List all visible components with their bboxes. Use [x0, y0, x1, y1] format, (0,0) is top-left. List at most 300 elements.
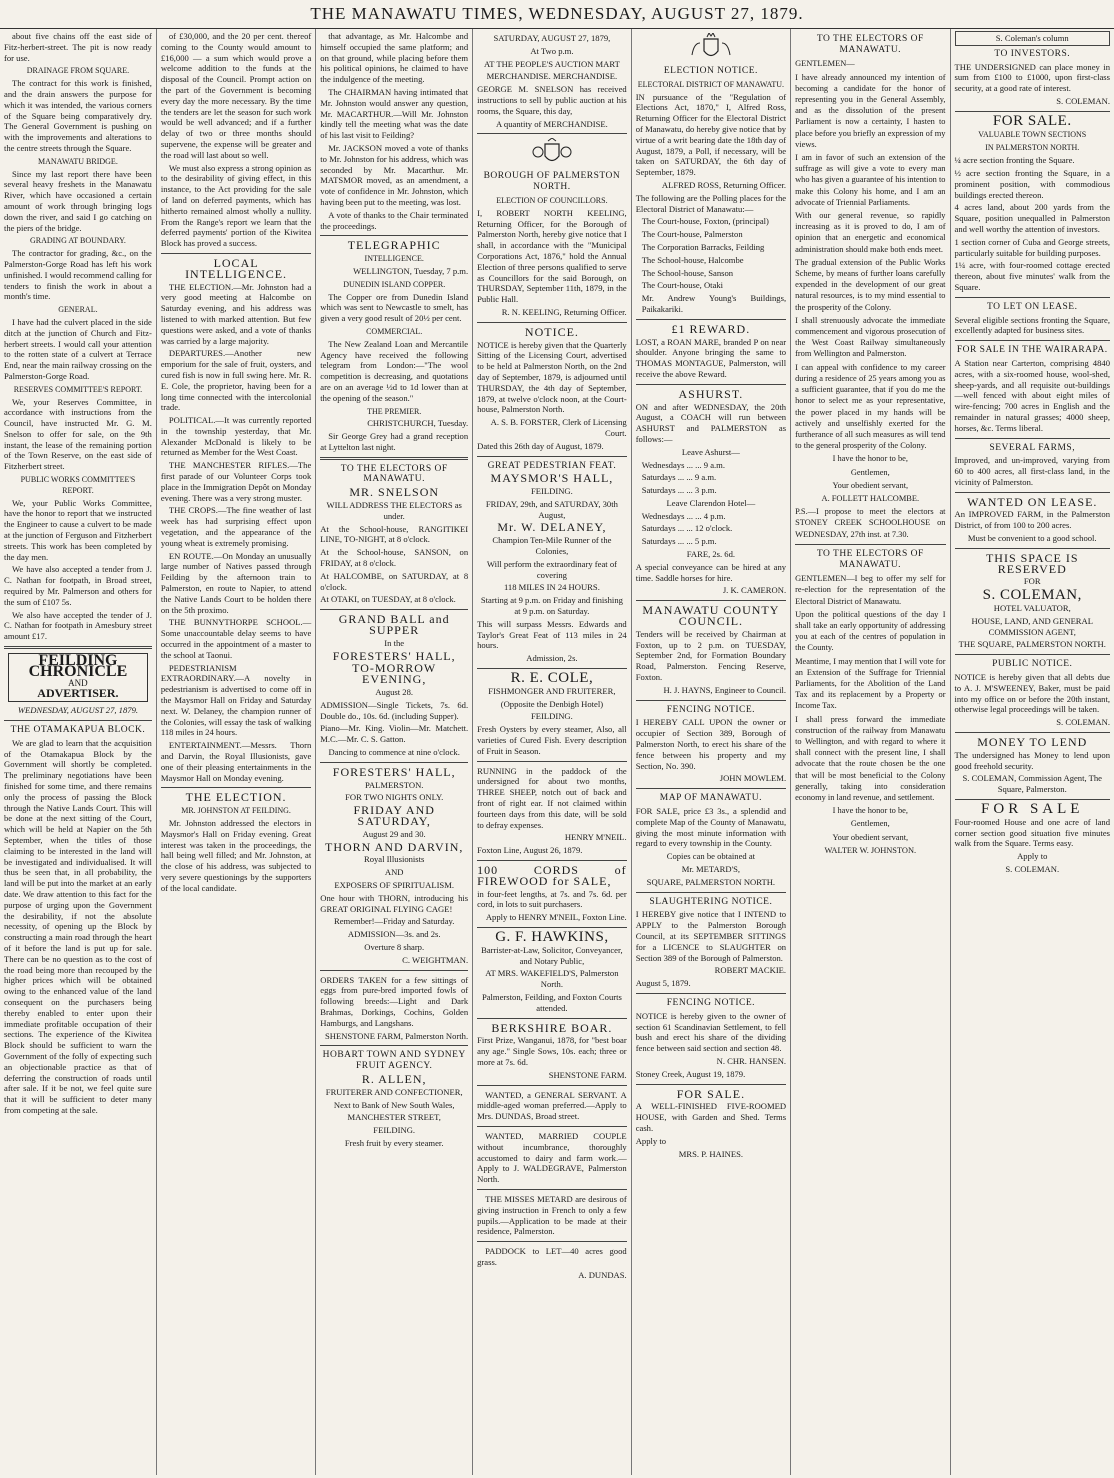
divider [636, 384, 786, 385]
column-heading: S. Coleman's column [955, 31, 1111, 46]
ad-line: Dated this 26th day of August, 1879. [477, 440, 604, 451]
advertisement [636, 793, 786, 887]
polling-place: The School-house, Halcombe [641, 254, 744, 265]
ad-closing: Gentlemen, [850, 819, 890, 829]
ad-line: Fresh fruit by every steamer. [344, 1137, 444, 1148]
ad-line: Palmerston, Feilding, and Foxton Courts attended. [481, 991, 622, 1013]
column-1 [0, 29, 157, 1475]
divider [636, 993, 786, 994]
advertisement [635, 1086, 787, 1160]
ad-heading: TO THE ELECTORS OF MANAWATU. [816, 34, 924, 56]
advertisement [955, 302, 1111, 336]
ad-heading: PUBLIC NOTICE. [992, 659, 1073, 670]
ad-line: Dancing to commence at nine o'clock. [328, 747, 460, 758]
ad-text: A Station near Carterton, comprising 4840 acres, with a six-roomed house, wool-shed, sheep-yards, and all requisite out-buildings—well fenced with about eight miles of wire-fencing; 700 acres in English and the remainder in natural grasses; 4000 sheep, horses, &c. Terms liberal. [954, 357, 1110, 433]
ad-text: THE UNDERSIGNED can place money in sum from £100 to £1000, upon first-class security, at a good rate of interest. [954, 61, 1110, 94]
ad-closing: I have the honor to be, [832, 806, 908, 816]
ad-text: Several eligible sections fronting the Square, excellently adapted for business sites. [954, 314, 1110, 336]
ad-heading: SLAUGHTERING NOTICE. [649, 896, 773, 907]
dateline: CHRISTCHURCH, Tuesday. [367, 418, 469, 429]
ad-signature: C. WEIGHTMAN. [402, 954, 469, 965]
ad-text: I HEREBY CALL UPON the owner or occupier of Section 389, Borough of Palmerston North, to erect his share of the fence between his property and my Section, No. 390. [635, 717, 787, 771]
column-4 [473, 29, 632, 1475]
dateline: WELLINGTON, Tuesday, 7 p.m. [353, 265, 469, 276]
ad-line: At HALCOMBE, on SATURDAY, at 8 o'clock. [320, 570, 469, 592]
ad-line: Must be convenient to a good school. [967, 533, 1097, 544]
ad-heading: FOR SALE [981, 801, 1084, 818]
news-item: PEDESTRIANISM EXTRAORDINARY.—A novelty in pedestrianism is advertised to come off in the Maysmor Hall on Friday and Saturday next. W. Delaney, the champion runner of the Colonies, will essay the task of walking 118 miles in 24 hours. [160, 662, 312, 738]
section-heading: MANAWATU BRIDGE. [38, 156, 118, 166]
ad-signature: ROBERT MACKIE. [714, 965, 787, 976]
divider [955, 340, 1111, 341]
article-text: We also have accepted the tender of J. C. Nathan for footpath in Amesbury street amount £17. [4, 609, 152, 642]
advertisement [320, 975, 468, 1042]
address-paragraph: The gradual extension of the Public Works Scheme, by means of further loans carefully expended in the development of our great natural resources, is to my mind essential to the prosperity of the Colony. [795, 257, 946, 312]
polling-place: The School-house, Sanson [641, 267, 734, 278]
news-item: ENTERTAINMENT.—Messrs. Thorn and Darvin, the Royal Illusionists, gave one of their pleasing entertainments in the Maysmor Hall on Monday evening. [160, 740, 312, 783]
divider [955, 492, 1111, 493]
ad-text: RUNNING in the paddock of the undersigned for about two months, THREE SHEEP, notch out of back and front of right ear. If not claimed within fourteen days from this date, will be sold to defray expenses. [477, 765, 627, 830]
ad-closing: Your obedient servant, [832, 480, 909, 490]
divider [320, 457, 468, 460]
ad-line: PALMERSTON. [364, 779, 424, 790]
advertisement [955, 737, 1111, 795]
ad-line: FOR TWO NIGHTS ONLY. [345, 792, 444, 803]
ad-signature: A. DUNDAS. [578, 1269, 627, 1280]
advertisement [320, 764, 469, 966]
divider [161, 253, 311, 254]
royal-arms-icon [688, 33, 734, 63]
address-paragraph: I am in favor of such an extension of the suffrage as will give a vote to every man who has given a guarantee of his intention to make this Colony his home, and I am an advocate of Triennial Parliaments. [795, 153, 946, 207]
ad-line: THE SQUARE, PALMERSTON NORTH. [958, 639, 1106, 650]
ad-line: SATURDAY, AUGUST 27, 1879, [493, 33, 611, 43]
ad-subheading: IN PALMERSTON NORTH. [985, 143, 1080, 153]
ad-text: IN pursuance of the "Regulation of Elections Act, 1870," I, Alfred Ross, Returning Officer for the Electoral District of Manawatu, do hereby give notice that by virtue of a writ bearing date the 18th day of August, 1879, a Poll, if necessary, will be taken on SATURDAY, the 6th day of September, 1879. [635, 91, 787, 178]
ad-line: Will perform the extraordinary feat of covering [486, 558, 617, 580]
column-2 [157, 29, 316, 1475]
ad-line: AT THE PEOPLE'S AUCTION MART [483, 58, 620, 69]
ad-signature: S. COLEMAN. [1005, 864, 1060, 874]
ad-line: Piano—Mr. King. Violin—Mr. Matchett. M.C.—Mr. C. S. Gatton. [320, 723, 469, 745]
ad-text: WANTED, a GENERAL SERVANT. A middle-aged woman preferred.—Apply to Mrs. DUNDAS, Broad street. [477, 1089, 627, 1122]
column-5 [632, 29, 791, 1475]
article-text: We must also express a strong opinion as to the desirability of giving effect, in this instance, to the Act providing for the sale of land on deferred payments, which has hitherto remained almost wholly a nullity. From the Range's report we learn that the deferred payments' portion of the Kiwitea Block has proved a success. [160, 162, 312, 249]
ad-line: Remember!—Friday and Saturday. [333, 916, 455, 927]
section-heading: RESERVES COMMITTEE'S REPORT. [13, 384, 143, 394]
divider [955, 654, 1111, 655]
ad-line: At the School-house, RANGITIKEI LINE, TO-NIGHT, at 8 o'clock. [320, 523, 469, 545]
divider [477, 761, 627, 762]
advertisement [477, 171, 627, 317]
news-item: The New Zealand Loan and Mercantile Agency have received the following telegram from London:—"The wool competition is decreasing, and quotations are on an average ½d to 1d lower than at the opening of the season." [320, 338, 469, 403]
ad-heading: NOTICE. [524, 324, 579, 339]
article-text: Mr. Johnston addressed the electors in Maysmor's Hall on Friday evening. Great interest was taken in the proceedings, the hall being well filled; and Mr. Johnston, at the close of his address, was subjected to very severe questionings by the supporters of the local candidate. [160, 817, 312, 893]
address-paragraph: I shall strenuously advocate the immediate commencement and vigorous prosecution of the West Coast Railway simultaneously from Wellington and Palmerston. [795, 315, 946, 359]
article-text: A vote of thanks to the Chair terminated the proceedings. [320, 209, 469, 231]
ad-heading: MAP OF MANAWATU. [659, 793, 762, 804]
ad-text: The following are the Polling places for the Electoral District of Manawatu:— [635, 192, 787, 214]
article-text: The CHAIRMAN having intimated that Mr. Johnston would answer any question, Mr. MACARTHUR.—Will Mr. Johnston kindly tell the meeting what was the date of his last visit to Feilding? [320, 86, 469, 141]
ad-signature: S. COLEMAN. [1056, 95, 1110, 106]
address-paragraph: I can appeal with confidence to my career during a residence of 25 years among you as a sufficient guarantee, that if you do me the honor to select me as your representative, the power placed in my hands will be actively and unselfishly exerted for the furtherance of all such measures as will tend to the general prosperity of the Colony. [795, 362, 946, 451]
news-item: THE CROPS.—The fine weather of last week has had surprising effect upon vegetation, and the appearance of the young wheat is extremely promising. [160, 505, 312, 548]
polling-place: The Court-house, Foxton, (principal) [641, 216, 769, 227]
ad-signature: N. CHR. HANSEN. [716, 1055, 787, 1066]
ad-postscript: P.S.—I propose to meet the electors at STONEY CREEK SCHOOLHOUSE on WEDNESDAY, 27th inst. at 7.30. [795, 507, 946, 539]
listing: 1 section corner of Cuba and George streets, particularly suitable for building purposes. [954, 236, 1110, 258]
advertisement [635, 386, 787, 597]
ad-line: In the [384, 637, 405, 648]
advertisement [954, 801, 1111, 875]
article-text: We, your Reserves Committee, in accordance with instructions from the Council, have instructed Mr. G. M. Snelson to offer for sale, on the 9th instant, the lease of the remaining portion of the Town Reserve, on the east side of Fitzherbert street. [4, 396, 152, 472]
ad-signature: ALFRED ROSS, Returning Officer. [661, 179, 787, 190]
ad-closing: Your obedient servant, [832, 832, 909, 842]
ad-line: August 5, 1879. [635, 978, 691, 989]
divider [955, 799, 1111, 800]
divider [320, 762, 468, 763]
advertisement [636, 998, 786, 1080]
advertisement [795, 34, 945, 540]
paper-date: WEDNESDAY, AUGUST 27, 1879. [17, 705, 139, 716]
advertisement [477, 670, 627, 757]
ad-line: Mr. METARD'S, [681, 864, 741, 874]
divider [477, 668, 627, 669]
article-text: We are glad to learn that the acquisition of the Otamakapua Block by the Government will shortly be completed. The preliminary negotiations have been finished for some time, and there remains only the process of passing the Block through the Native Lands Court. This will be done at the next sitting of the Court, which will be held at Napier on the 5th September, when the titles of those claiming to be interested in the land will be investigated and individualised. It will thus be seen that, in all probability, the land will be put into the market at an early date. We draw attention to this fact for the purpose of urging upon the Government the desirability, if not the absolute necessity, of opening up the Block by constructing a main road through the heart of it before the land is put up for sale. There can be no question as to the cost of the road being more than recouped by the higher prices which will be obtained owing to the enhanced value of the land consequent on the purchasers being thereby enabled to enter upon their immediate profitable occupation of their sections. The experience of the Kiwitea Block should be sufficient to warn the Government of the folly of expecting such an objectionable practice as that of deferring the construction of roads until after sale. If it be not, we feel quite sure that it will be sufficient to deter many from competing at the sale. [4, 737, 152, 1115]
ad-line: Barrister-at-Law, Solicitor, Conveyancer, and Notary Public, [481, 944, 623, 966]
section-heading: GENERAL. [58, 305, 98, 315]
advertisement [477, 865, 627, 923]
timetable-line: Saturdays ... ... 9 a.m. [641, 472, 717, 483]
address-paragraph: I have already announced my intention of becoming a candidate for the honor of representing you in the General Assembly, and as the dissolution of the present Parliament is now a certainty, I hasten to place before you briefly an expression of my views. [795, 72, 946, 149]
ad-line: ADMISSION—3s. and 2s. [347, 929, 441, 940]
ad-signature: A. S. B. FORSTER, Clerk of Licensing Court. [490, 417, 627, 438]
listing: ¼ acre section fronting the Square. [954, 155, 1075, 166]
advertisement [795, 549, 945, 856]
ad-heading: ELECTION NOTICE. [663, 66, 758, 76]
ad-line: At Two p.m. [530, 45, 574, 56]
polling-place: The Corporation Barracks, Feilding [641, 241, 765, 252]
listing: ½ acre section fronting the Square, in a prominent position, with commodious buildings erected thereon. [954, 167, 1110, 200]
advertisement [954, 112, 1111, 293]
divider [477, 1126, 627, 1127]
ad-heading: TO LET ON LEASE. [986, 301, 1078, 312]
ad-signature: SHENSTONE FARM. [548, 1069, 627, 1080]
ad-heading: TO THE ELECTORS OF MANAWATU. [816, 548, 924, 570]
ad-line: Apply to [1017, 851, 1048, 862]
ad-line: One hour with THORN, introducing his GREAT ORIGINAL FLYING CAGE! [320, 892, 469, 914]
ad-line: At OTAKI, on TUESDAY, at 8 o'clock. [320, 594, 456, 605]
divider [320, 609, 468, 610]
news-item: THE MANCHESTER RIFLES.—The first parade of our Volunteer Corps took place in the Immigration Depôt on Monday evening. There was a very strong muster. [160, 460, 312, 503]
section-heading: TELEGRAPHIC [347, 238, 441, 253]
column-6 [791, 29, 950, 1475]
ad-heading: ASHURST. [678, 386, 744, 401]
ad-line: Next to Bank of New South Wales, [333, 1099, 455, 1110]
divider [636, 1084, 786, 1085]
ad-line: AT MRS. WAKEFIELD'S, Palmerston North. [485, 968, 619, 990]
ad-text: Four-roomed House and one acre of land corner section good situation five minutes walk from the Square. Terms easy. [954, 816, 1110, 849]
coat-of-arms-icon [529, 138, 575, 168]
ad-heading: £1 REWARD. [671, 321, 751, 336]
ad-heading: R. E. COLE, [510, 670, 594, 687]
ad-line: FEILDING. [531, 711, 573, 722]
ad-heading: 100 CORDS of FIREWOOD for SALE, [477, 863, 627, 888]
ad-heading: FOR SALE. [676, 1086, 746, 1101]
ad-line: 118 MILES IN 24 HOURS. [503, 582, 600, 593]
divider [320, 1045, 468, 1046]
advertisement [954, 494, 1111, 544]
ad-signature: MRS. P. HAINES. [678, 1148, 743, 1159]
ad-line: FOR [1023, 576, 1041, 587]
ad-text: An IMPROVED FARM, in the Palmerston District, of from 100 to 200 acres. [954, 509, 1110, 531]
ad-text: in four-feet lengths, at 7s. and 7s. 6d. per cord, in lots to suit purchasers. [477, 888, 627, 910]
section-heading: THE ELECTION. [185, 790, 287, 805]
divider [955, 732, 1111, 733]
section-heading: PUBLIC WORKS COMMITTEE'S REPORT. [20, 475, 136, 495]
ad-heading: BOROUGH OF PALMERSTON NORTH. [483, 171, 621, 193]
royal-crest [636, 33, 786, 63]
ad-subheading: ELECTION OF COUNCILLORS. [496, 195, 608, 205]
ad-signature: WALTER W. JOHNSTON. [824, 845, 917, 855]
divider [320, 970, 468, 971]
polling-place: The Court-house, Palmerston [641, 229, 743, 240]
divider [636, 600, 786, 601]
ad-name: MR. SNELSON [349, 485, 440, 500]
advertisement [320, 464, 468, 606]
ad-signature: H. J. HAYNS, Engineer to Council. [663, 684, 787, 695]
subheading: COMMERCIAL. [366, 326, 423, 336]
divider [477, 1018, 627, 1019]
ad-text: FOR SALE, price £3 3s., a splendid and complete Map of the County of Manawatu, giving the most minute information with regard to every township in the County. [635, 806, 787, 849]
listing: 4 acres land, about 200 yards from the Square, position unequalled in Palmerston and well worthy the attention of investors. [954, 202, 1110, 234]
timetable-line: Leave Clarendon Hotel— [666, 497, 756, 508]
divider [477, 860, 627, 861]
ad-line: EXPOSERS OF SPIRITUALISM. [334, 879, 454, 890]
paper-subtitle: ADVERTISER. [37, 686, 119, 701]
ad-line: Copies can be obtained at [666, 851, 756, 862]
ad-heading: G. F. HAWKINS, [495, 928, 609, 945]
ad-line: At the School-house, SANSON, on FRIDAY, at 8 o'clock. [320, 547, 469, 569]
advertisement [955, 550, 1111, 650]
ad-text: ORDERS TAKEN for a few sittings of eggs from pure-bred imported fowls of following breeds:—Light and Dark Brahmas, Dorkings, Cochins, Golden Hamburgs, and Langshans. [320, 974, 469, 1028]
ad-line: Royal Illusionists [363, 854, 425, 865]
ad-line: Mr. W. DELANEY, [497, 520, 607, 535]
divider [955, 297, 1111, 298]
ad-line: FEILDING. [373, 1125, 416, 1136]
ad-line: A special conveyance can be hired at any time. Saddle horses for hire. [635, 561, 787, 583]
masthead: THE MANAWATU TIMES, WEDNESDAY, AUGUST 27, 1879. [0, 0, 1114, 29]
advertisement [477, 928, 627, 1014]
ad-line: R. ALLEN, [361, 1071, 427, 1086]
ad-signature: HENRY M'NEIL. [564, 832, 627, 843]
article-text: I have had the culvert placed in the side ditch at the junction of Church and Fitz-herbert streets. I would call your attention to the rotten state of a culvert at Terrace End, near the main railway crossing on the Palmerston-Gorge Road. [4, 316, 152, 381]
ad-signature: JOHN MOWLEM. [719, 773, 787, 784]
divider [4, 720, 152, 721]
article-text: about five chains off the east side of Fitz-herbert-street. The pit is now ready for use. [4, 31, 152, 63]
advertisement [636, 66, 786, 315]
ad-signature: S. COLEMAN. [1056, 717, 1110, 728]
ad-heading: MANAWATU COUNTY COUNCIL. [642, 603, 780, 629]
ad-line: MANCHESTER STREET, [347, 1112, 441, 1123]
ad-line: FARE, 2s. 6d. [686, 549, 736, 560]
ad-line: MAYSMOR'S HALL, [490, 471, 614, 486]
advertisement [636, 897, 786, 989]
ad-line: A quantity of MERCHANDISE. [496, 118, 608, 129]
ad-heading: TO INVESTORS. [994, 48, 1071, 59]
ad-text: THE MISSES METARD are desirous of giving instruction in French to only a few pupils.—Application to be made at their residence, Palmerston. [477, 1193, 627, 1237]
subheading: INTELLIGENCE. [364, 254, 424, 264]
ad-text: WILL ADDRESS THE ELECTORS as under. [326, 500, 462, 521]
ad-heading: BERKSHIRE BOAR. [491, 1020, 613, 1035]
ad-heading: GRAND BALL and SUPPER [338, 612, 450, 638]
article-text: Since my last report there have been several heavy freshets in the Manawatu River, which have occasioned a certain amount of work through bringing logs down the river, and said I go catching on the piers of the bridge. [4, 168, 152, 233]
address-paragraph: I shall press forward the immediate construction of the railway from Manawatu to Wellington, and with regard to where it shall connect with the present line, I shall advocate that the route chosen be the one that will be most beneficial to the Colony generally, taking into consideration economy in land revenue, and settlement. [795, 714, 946, 802]
ad-text: NOTICE is hereby given that the Quarterly Sitting of the Licensing Court, advertised to be held at Palmerston North, on the 2nd day of September, 1879, is adjourned until THURSDAY, the 4th day of September, 1879, at twelve o'clock noon, at the Court-house, Palmerston North. [477, 339, 627, 415]
advertisement [477, 766, 627, 856]
ad-line: (Opposite the Denbigh Hotel) [500, 698, 604, 709]
ad-line: Champion Ten-Mile Runner of the Colonies, [492, 535, 612, 557]
ad-heading: FOR SALE. [992, 112, 1072, 129]
ad-text: WANTED, MARRIED COUPLE without incumbrance, thoroughly accustomed to dairy and farm work.—Apply to J. WALDEGRAVE, Palmerston North. [477, 1130, 627, 1185]
ad-signature: J. K. CAMERON. [722, 585, 787, 596]
ad-line: ADMISSION—Single Tickets, 7s. 6d. Double do., 10s. 6d. (including Supper). [320, 699, 469, 721]
advertisement [477, 1020, 627, 1081]
article-text: of £30,000, and the 20 per cent. thereof coming to the County would amount to £16,000 — a sum which would prove a welcome addition to the funds at the disposal of the Council. Prompt action on the part of the Government is becoming every day the more necessary. By the time the tenders are let the season for such work would be well advanced; and if a further delay of two or three months should supervene, the expense will be greater and the road will last about so well. [160, 31, 312, 160]
news-item: THE ELECTION.—Mr. Johnston had a very good meeting at Halcombe on Saturday evening, and his address was listened to with marked attention. But few questions were asked, and a vote of thanks was carried by a large majority. [160, 281, 312, 346]
ad-line: Starting at 9 p.m. on Friday and finishing at 9 p.m. on Saturday. [480, 595, 623, 617]
ad-text: The undersigned has Money to lend upon good freehold security. [954, 749, 1110, 771]
ad-text: I, ROBERT NORTH KEELING, Returning Officer, for the Borough of Palmerston North, hereby give notice that I shall, in accordance with the "Municipal Corporations Act, 1876," hold the Annual Election of three persons qualified to serve as Councillors for the said Borough, on THURSDAY, September 11th, 1879, in the Public Hall. [477, 207, 627, 305]
ad-heading: SEVERAL FARMS, [989, 442, 1076, 453]
divider [636, 319, 786, 320]
ad-text: NOTICE is hereby given to the owner of section 61 Scandinavian Settlement, to fell bush and erect his share of the dividing fence between said section and section 48. [635, 1010, 787, 1054]
section-heading: GRADING AT BOUNDARY. [29, 236, 126, 246]
ad-heading: FOR SALE IN THE WAIRARAPA. [956, 345, 1108, 356]
ad-line: FRIDAY, 29th, and SATURDAY, 30th August, [485, 498, 618, 520]
ad-line: FISHMONGER AND FRUITERER, [488, 685, 616, 696]
divider [955, 548, 1111, 549]
ad-line: MERCHANDISE. MERCHANDISE. [486, 71, 618, 82]
divider [955, 111, 1111, 112]
ad-line: Fresh Oysters by every steamer, Also, all varieties of Cured Fish. Every description of Fruit in Season. [477, 724, 627, 756]
news-item: THE BUNNYTHORPE SCHOOL.—Some unaccountable delay seems to have occurred in the appointment of a master to the school at Taonui. [160, 617, 312, 660]
ad-subheading: ELECTORAL DISTRICT OF MANAWATU. [637, 79, 785, 89]
article-text: The contract for this work is finished, and the drain answers the purpose for which it was intended, the various corners of the Square being comparatively dry. The General Government is pushing on with the improvements and alterations to the centre streets through the Square. [4, 78, 152, 153]
ad-heading: FORESTERS' HALL, [332, 764, 456, 779]
divider [795, 544, 945, 545]
divider [477, 456, 627, 457]
ad-line: August 29 and 30. [362, 828, 426, 839]
article-text: Mr. JACKSON moved a vote of thanks to Mr. Johnston for his address, which was seconded by Mr. Macarthur. Mr. MATSMOR moved, as an amendment, a vote of confidence in Mr. Johnston, which having been put to the meeting, was lost. [320, 142, 469, 207]
news-item: POLITICAL.—It was currently reported in the township yesterday, that Mr. Alexander McDonald is likely to be returned as Member for the West Coast. [160, 415, 312, 458]
ad-line: HOUSE, LAND, AND GENERAL COMMISSION AGENT, [971, 615, 1093, 637]
paper-and: AND [68, 677, 88, 688]
ad-line: TO-MORROW EVENING, [352, 661, 437, 687]
ad-text: PADDOCK to LET—40 acres good grass. [477, 1246, 627, 1267]
ad-text: NOTICE is hereby given that all debts due to A. J. M'SWEENEY, Baker, must be paid into my office on or before the 20th instant, otherwise legal proceedings will be taken. [954, 672, 1110, 715]
ad-closing: I have the honor to be, [832, 454, 908, 464]
advertisement [320, 1050, 468, 1148]
ad-text: Improved, and un-improved, varying from 60 to 400 acres, all first-class land, in the vicinity of Palmerston. [954, 455, 1110, 487]
ad-text: ON and after WEDNESDAY, the 20th August, a COACH will run between ASHURST and PALMERSTON as follows:— [635, 401, 787, 444]
ad-closing: Gentlemen, [850, 467, 890, 477]
ad-salutation: GENTLEMEN— [795, 59, 855, 69]
ad-line: Foxton Line, August 26, 1879. [477, 845, 583, 856]
column-7 [951, 29, 1114, 1475]
ad-line: Apply to [635, 1135, 667, 1146]
address-paragraph: Upon the political questions of the day I shall take an early opportunity of addressing you at each of the centres of population in the County. [795, 609, 946, 653]
ad-text: Tenders will be received by Chairman at Foxton, up to 2 p.m. on TUESDAY, September 2nd, for Formation Boundary Road, Palmerston. Fencing Reserve, Foxton. [635, 628, 787, 683]
ad-heading: THIS SPACE IS RESERVED [985, 550, 1079, 576]
advertisement [477, 461, 627, 665]
ad-line: FRUITERER AND CONFECTIONER, [325, 1086, 463, 1097]
divider [477, 1241, 627, 1242]
ad-text: First Prize, Wanganui, 1878, for "best boar any age." Single Sows, 10s. each; three or more at 7s. 6d. [477, 1035, 627, 1067]
ad-heading: FENCING NOTICE. [666, 704, 756, 715]
advertisement [636, 705, 786, 785]
advertisement [955, 49, 1111, 107]
ad-subheading: VALUABLE TOWN SECTIONS [978, 129, 1087, 139]
timetable-line: Wednesdays ... ... 9 a.m. [641, 459, 726, 470]
ad-signature: A. FOLLETT HALCOMBE. [821, 493, 920, 503]
advertisement [955, 659, 1111, 728]
ad-heading: MONEY TO LEND [977, 735, 1088, 750]
ad-heading: HOBART TOWN AND SYDNEY FRUIT AGENCY. [322, 1050, 466, 1072]
section-heading: LOCAL INTELLIGENCE. [185, 255, 288, 281]
ad-line: This will surpass Messrs. Edwards and Taylor's Great Feat of 113 miles in 24 hours. [477, 618, 627, 651]
section-heading: DRAINAGE FROM SQUARE. [26, 66, 130, 76]
ad-heading: TO THE ELECTORS OF MANAWATU. [340, 463, 448, 485]
divider [636, 788, 786, 789]
article-text: We, your Public Works Committee, have the honor to report that we instructed the Engineer to cause a culvert to be made at the junction of Ferguson and Fitzherbert streets. This work has been completed by the day men. [4, 497, 152, 562]
ad-line: HOTEL VALUATOR, [993, 603, 1071, 614]
ad-heading: WANTED ON LEASE. [967, 494, 1098, 509]
ad-text: GEORGE M. SNELSON has received instructions to sell by public auction at his rooms, the Square, this day, [477, 84, 627, 116]
column-3 [316, 29, 473, 1475]
ad-signature: Apply to HENRY M'NEIL, Foxton Line. [485, 912, 627, 923]
news-item: DEPARTURES.—Another new emporium for the sale of fruit, oysters, and cured fish is now in full swing here. Mr. R. E. Cole, the proprietor, having been for a long time connected with the intercolonial trade. [160, 348, 312, 413]
ad-line: Stoney Creek, August 19, 1879. [635, 1068, 746, 1079]
divider [4, 646, 152, 649]
subheading: DUNEDIN ISLAND COPPER. [343, 279, 446, 289]
ad-line: Admission, 2s. [526, 653, 578, 664]
timetable-line: Saturdays ... ... 12 o'clock. [641, 523, 733, 534]
news-item: Sir George Grey had a grand reception at Lyttelton last night. [320, 431, 469, 452]
divider [320, 235, 468, 236]
paper-nameplate [8, 653, 148, 702]
subheading: THE PREMIER. [367, 406, 422, 416]
advertisement [955, 345, 1111, 433]
ad-line: FEILDING. [531, 486, 573, 497]
ad-text: LOST, a ROAN MARE, branded P on near shoulder. Anyone bringing the same to THOMAS MONTAGUE, Palmerston, will receive the above Reward. [635, 336, 787, 379]
listing: 1¼ acre, with four-roomed cottage erected thereon, about five minutes' walk from the Square. [954, 260, 1110, 292]
ad-line: FRIDAY AND SATURDAY, [353, 803, 435, 828]
divider [477, 1085, 627, 1086]
advertisement [955, 443, 1111, 488]
divider [477, 927, 627, 928]
ad-text: I HEREBY give notice that I INTEND to APPLY to the Palmerston Borough Council, at its SEPTEMBER SITTINGS for a LICENCE to SLAUGHTER on Section 389 of the Borough of Palmerston. [635, 909, 787, 963]
divider [636, 892, 786, 893]
divider [161, 787, 311, 788]
advertisement [636, 605, 786, 695]
ad-heading: FENCING NOTICE. [666, 997, 756, 1008]
divider [477, 322, 627, 323]
ad-line: SQUARE, PALMERSTON NORTH. [646, 876, 776, 887]
advertisement [320, 614, 468, 758]
timetable-line: Saturdays ... ... 5 p.m. [641, 536, 717, 547]
ad-line: Overture 8 sharp. [364, 941, 425, 952]
divider [636, 700, 786, 701]
